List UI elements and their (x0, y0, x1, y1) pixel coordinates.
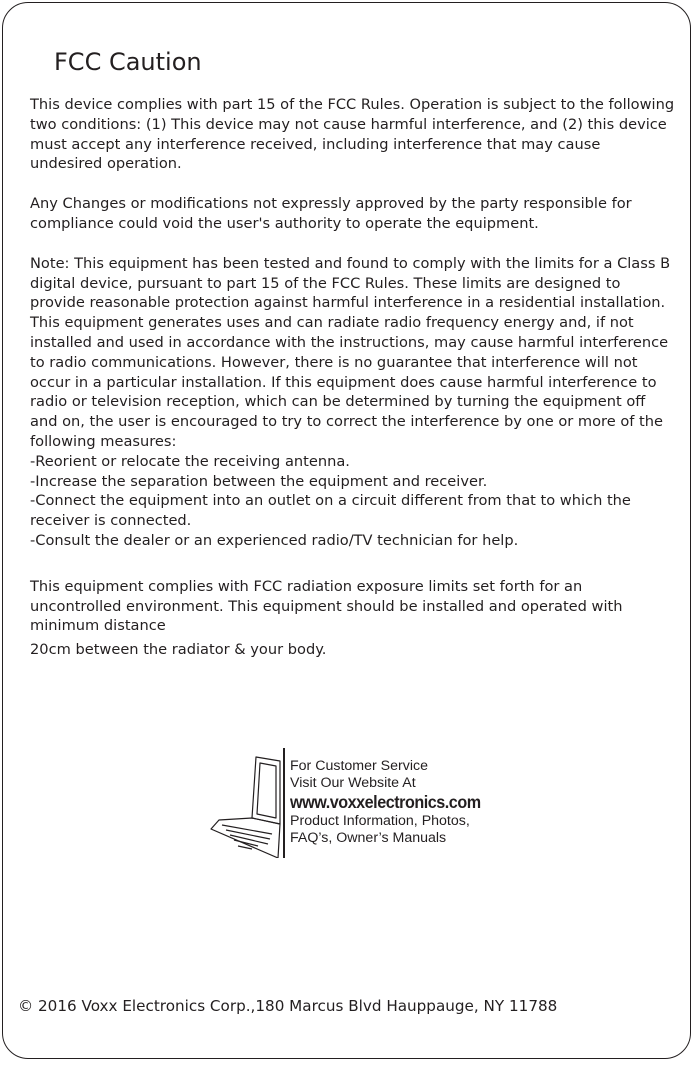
page-title: FCC Caution (54, 48, 202, 76)
product-info-line: Product Information, Photos, (290, 813, 470, 830)
faq-manuals-line: FAQ’s, Owner’s Manuals (290, 829, 447, 846)
promo-text (290, 758, 493, 846)
promo-divider (283, 748, 285, 858)
compliance-paragraph: This device complies with part 15 of the FCC Rules. Operation is subject to the following two conditions: (1) This device may not cause harmful interference, and (2) this device must accept any interference received, including interference that may cause undesired operation. (30, 96, 675, 173)
measure-item: -Connect the equipment into an outlet on a circuit different from that to which the receiver is connected. (30, 492, 631, 530)
rf-exposure-paragraph-end: 20cm between the radiator & your body. (30, 641, 327, 659)
visit-website-line: Visit Our Website At (290, 774, 416, 791)
note-paragraph: Note: This equipment has been tested and found to comply with the limits for a Class B digital device, pursuant to part 15 of the FCC Rules. These limits are designed to provide reasonable protection against harmful interference in a residential installation. This equipment generates uses and can radiate radio frequency energy and, if not installed and used in accordance with the instructions, may cause harmful interference to radio communications. However, there is no guarantee that interference will not occur in a particular installation. If this equipment does cause harmful interference to radio or television reception, which can be determined by turning the equipment off and on, the user is encouraged to try to correct the interference by one or more of the following measures: (30, 254, 671, 450)
website-link[interactable]: www.voxxelectronics.com (290, 792, 481, 813)
laptop-icon (208, 754, 284, 858)
measure-item: -Reorient or relocate the receiving antenna. (30, 452, 350, 470)
measure-item: -Increase the separation between the equipment and receiver. (30, 472, 488, 490)
rf-exposure-paragraph: This equipment complies with FCC radiation exposure limits set forth for an uncontrolled environment. This equipment should be installed and operated with minimum distance (30, 577, 623, 635)
fcc-text-block (30, 95, 676, 660)
customer-service-line: For Customer Service (290, 758, 428, 774)
changes-paragraph: Any Changes or modifications not expressly approved by the party responsible for compliance could void the user's authority to operate the equipment. (30, 195, 632, 232)
customer-service-promo (208, 748, 528, 858)
measure-item: -Consult the dealer or an experienced radio/TV technician for help. (30, 531, 519, 549)
copyright-notice: © 2016 Voxx Electronics Corp.,180 Marcus Blvd Hauppauge, NY 11788 (18, 997, 558, 1015)
